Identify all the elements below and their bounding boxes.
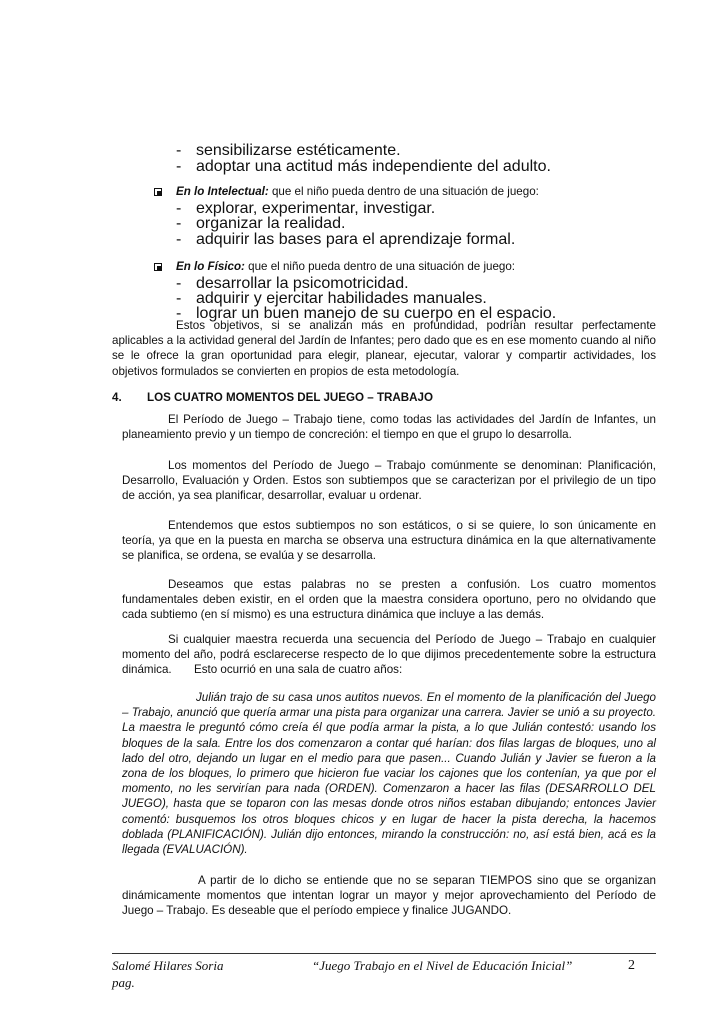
footer-divider bbox=[112, 953, 656, 954]
dash-marker: - bbox=[176, 215, 182, 232]
bullet-text: que el niño pueda dentro de una situación de juego: bbox=[268, 185, 539, 198]
list-item-text: organizar la realidad. bbox=[196, 215, 346, 232]
list-item-text: desarrollar la psicomotricidad. bbox=[196, 275, 409, 292]
bullet-label: En lo Intelectual: bbox=[176, 185, 269, 198]
body-paragraph: Deseamos que estas palabras no se presten a confusión. Los cuatro momentos fundamentales deben existir, en el orden que la maestra considera oportuno, pero no olvidando que cada subtiemo (en sí mismo) es una estructura dinámica que incluye a las demás. bbox=[122, 578, 656, 622]
footer-title: “Juego Trabajo en el Nivel de Educación Inicial” bbox=[312, 958, 573, 973]
list-item-text: lograr un buen manejo de su cuerpo en el espacio. bbox=[196, 305, 557, 322]
list-item-text: adoptar una actitud más independiente del adulto. bbox=[196, 158, 551, 175]
checkbox-bullet-icon bbox=[154, 263, 162, 271]
dash-marker: - bbox=[176, 142, 182, 159]
example-story: Julián trajo de su casa unos autitos nuevos. En el momento de la planificación del Juego – Trabajo, anunció que quería armar una pista para organizar una carrera. Javier se unió a su proyecto. La maestra le preguntó cómo creía él que podía armar la pista, a lo que Julián contestó: usando los bloques de la sala. Entre los dos comenzaron a contar qué harían: dos filas largas de bloques, uno al lado del otro, dejando un lugar en el medio para que pasen... Cuando Julián y Javier se fueron a la zona de los bloques, lo primero que hicieron fue vaciar los cajones que los contenían, ya que por el momento, no les servirían para nada (ORDEN). Comenzaron a hacer las filas (DESARROLLO DEL JUEGO), hasta que se toparon con las mesas donde otros niños estaban dibujando; entonces Javier comentó: busquemos los otros bloques chicos y en lugar de hacer la pista derecha, la hacemos doblada (PLANIFICACIÓN). Julián dijo entonces, mirando la construcción: no, así está bien, acá es la llegada (EVALUACIÓN). bbox=[122, 691, 656, 857]
dash-marker: - bbox=[176, 231, 182, 248]
dash-marker: - bbox=[176, 200, 182, 217]
bullet-text: que el niño pueda dentro de una situación de juego: bbox=[244, 260, 516, 273]
dash-marker: - bbox=[176, 275, 182, 292]
list-item-text: adquirir las bases para el aprendizaje formal. bbox=[196, 231, 516, 248]
list-item-text: adquirir y ejercitar habilidades manuales. bbox=[196, 290, 487, 307]
objectives-paragraph: Estos objetivos, si se analizan más en profundidad, podrían resultar perfectamente aplicables a la actividad general del Jardín de Infantes; pero dado que es en ese momento cuando al niño se le ofrece la gran oportunidad para elegir, planear, ejecutar, valorar y compartir actividades, los objetivos formulados se convierten en propios de esta metodología. bbox=[112, 319, 656, 378]
body-paragraph: Los momentos del Período de Juego – Trabajo comúnmente se denominan: Planificación, Desarrollo, Evaluación y Orden. Estos son subtiempos que se caracterizan por el privilegio de un tipo de acción, ya sea planificar, desarrollar, evaluar u ordenar. bbox=[122, 459, 656, 503]
dash-marker: - bbox=[176, 305, 182, 322]
body-paragraph: Si cualquier maestra recuerda una secuencia del Período de Juego – Trabajo en cualquier momento del año, podrá esclarecerse respecto de lo que dijimos precedentemente sobre la estructura dinámica. bbox=[122, 633, 656, 677]
bullet-label: En lo Físico: bbox=[176, 260, 245, 273]
section-number: 4. bbox=[112, 391, 122, 404]
body-paragraph: El Período de Juego – Trabajo tiene, como todas las actividades del Jardín de Infantes, un planeamiento previo y un tiempo de concreción: el tiempo en que el grupo lo desarrolla. bbox=[122, 413, 656, 442]
conclusion-paragraph: A partir de lo dicho se entiende que no se separan TIEMPOS sino que se organizan dinámicamente momentos que intentan lograr un mayor y mejor aprovechamiento del Período de Juego – Trabajo. Es deseable que el período empiece y finalice JUGANDO. bbox=[122, 874, 656, 918]
list-item-text: explorar, experimentar, investigar. bbox=[196, 200, 436, 217]
bullet-physical bbox=[154, 259, 515, 274]
checkbox-bullet-icon bbox=[154, 188, 162, 196]
list-item-text: sensibilizarse estéticamente. bbox=[196, 142, 401, 159]
footer-author: Salomé Hilares Soria bbox=[112, 958, 224, 973]
page-number: 2 bbox=[628, 958, 635, 973]
body-paragraph: Entendemos que estos subtiempos no son estáticos, o si se quiere, lo son únicamente en teoría, ya que en la puesta en marcha se observa una estructura dinámica en la que alternativamente se planifica, se ordena, se evalúa y se desarrolla. bbox=[122, 519, 656, 563]
dash-marker: - bbox=[176, 290, 182, 307]
example-intro: Esto ocurrió en una sala de cuatro años: bbox=[194, 663, 403, 676]
section-title: LOS CUATRO MOMENTOS DEL JUEGO – TRABAJO bbox=[147, 391, 434, 404]
bullet-intellectual bbox=[154, 184, 539, 199]
dash-marker: - bbox=[176, 158, 182, 175]
footer-page-label: pag. bbox=[112, 975, 135, 990]
